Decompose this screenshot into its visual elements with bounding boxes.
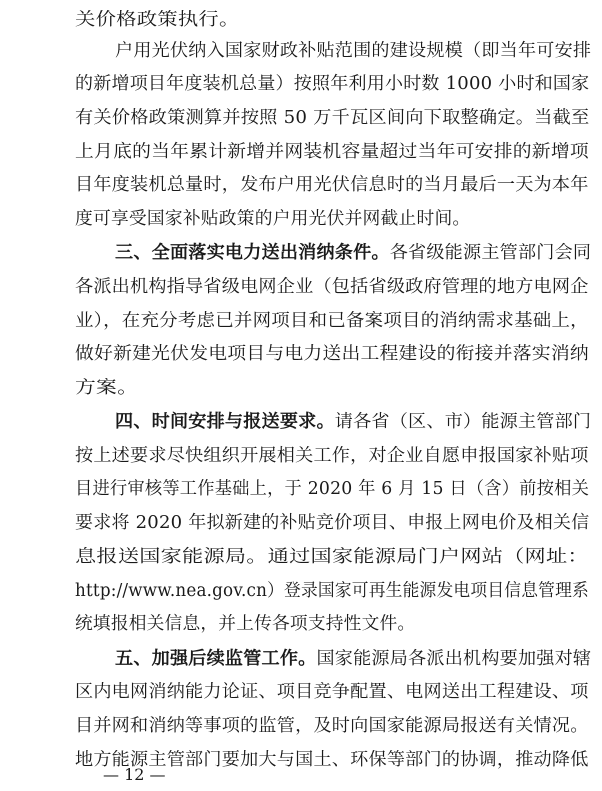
line-text: 息报送国家能源局。通过国家能源局门户网站（网址： [75,547,589,567]
text-line [115,410,591,434]
text-line [75,545,589,569]
text-line [75,511,589,535]
section-heading: 五、加强后续监管工作。 [115,649,317,669]
line-text: 关价格政策执行。 [75,10,240,30]
text-line [115,39,591,63]
line-text: 要求将 2020 年拟新建的补贴竞价项目、申报上网电价及相关信 [75,513,590,533]
line-text: 有关价格政策测算并按照 50 万千瓦区间向下取整确定。当截至 [75,108,590,128]
page-number: — 12 — [103,765,166,784]
line-text: 做好新建光伏发电项目与电力送出工程建设的衔接并落实消纳 [75,344,589,364]
text-line [75,477,589,501]
text-line [75,680,589,704]
line-text: 国家能源局各派出机构要加强对辖 [316,649,592,669]
line-text: 业），在充分考虑已并网项目和已备案项目的消纳需求基础上， [75,311,589,331]
text-line [75,342,589,366]
line-text: 各派出机构指导省级电网企业（包括省级政府管理的地方电网企 [75,277,589,297]
text-line [75,714,589,738]
line-text: 的新增项目年度装机总量）按照年利用小时数 1000 小时和国家 [75,74,590,94]
text-line [75,444,589,468]
section-heading: 四、时间安排与报送要求。 [115,412,335,432]
text-line [115,241,591,265]
text-line [75,140,589,164]
line-text: 区内电网消纳能力论证、项目竞争配置、电网送出工程建设、项 [75,682,589,702]
text-line [75,309,589,333]
text-line [75,8,240,32]
line-text: 各省级能源主管部门会同 [389,243,592,263]
line-text: 按上述要求尽快组织开展相关工作，对企业自愿申报国家补贴项 [75,446,589,466]
section-heading: 三、全面落实电力送出消纳条件。 [115,243,390,263]
line-text: http://www.nea.gov.cn）登录国家可再生能源发电项目信息管理系 [75,581,589,601]
text-line [75,376,138,400]
text-line [75,612,415,636]
text-line [75,72,589,96]
line-text: 目年度装机总量时，发布户用光伏信息时的当月最后一天为本年 [75,175,589,195]
line-text: 统填报相关信息，并上传各项支持性文件。 [75,614,416,634]
line-text: 地方能源主管部门要加大与国土、环保等部门的协调，推动降低 [75,750,589,770]
text-line [75,579,589,603]
line-text: 目并网和消纳等事项的监管，及时向国家能源局报送有关情况。 [75,716,589,736]
line-text: 度可享受国家补贴政策的户用光伏并网截止时间。 [75,209,471,229]
text-line [75,207,470,231]
text-line [75,106,589,130]
text-line [75,173,589,197]
line-text: 户用光伏纳入国家财政补贴范围的建设规模（即当年可安排 [115,41,592,61]
line-text: 上月底的当年累计新增并网装机容量超过当年可安排的新增项 [75,142,589,162]
line-text: 请各省（区、市）能源主管部门 [334,412,592,432]
line-text: 目进行审核等工作基础上，于 2020 年 6 月 15 日（含）前按相关 [75,479,590,499]
text-line [115,647,591,671]
text-line [75,275,589,299]
line-text: 方案。 [75,378,139,398]
